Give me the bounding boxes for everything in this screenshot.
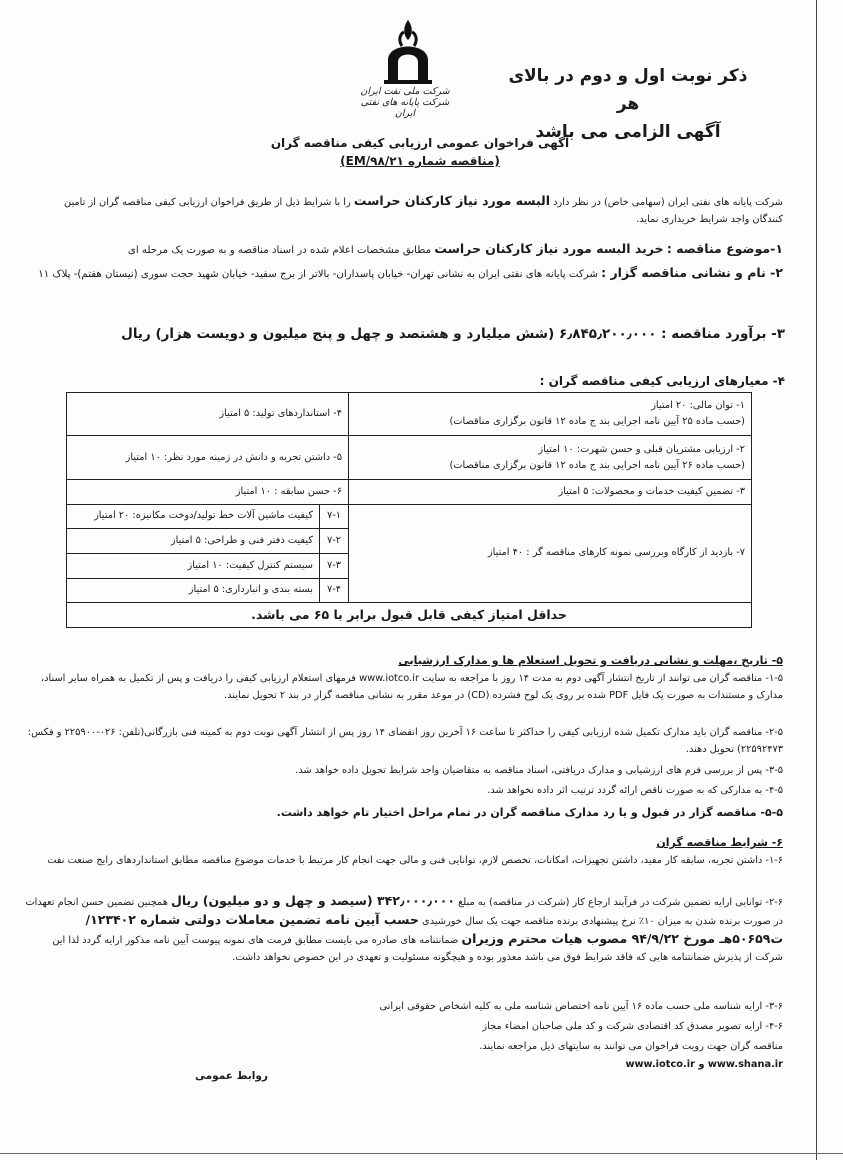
table-cell: ۷-۳ [320, 553, 349, 578]
section6-item: ۳-۶- ارایه شناسه ملی حسب ماده ۱۶ آیین نامه اختصاص شناسه ملی به کلیه اشخاص حقوقی ایرانی [379, 1001, 783, 1012]
section5-item: ۳-۵- پس از بررسی فرم های ارزشیابی و مدارک دریافتی، اسناد مناقصه به متقاضیان واجد شرایط تحویل داده خواهد شد. [295, 765, 783, 776]
table-cell: ۵- داشتن تجربه و دانش در زمینه مورد نظر: ۱۰ امتیاز [67, 436, 349, 479]
page-edge-bottom [0, 1153, 843, 1154]
table-cell: ۶- حسن سابقه : ۱۰ امتیاز [67, 479, 349, 504]
section5-heading: ۵- تاریخ ،مهلت و نشانی دریافت و تحویل استعلام ها و مدارک ارزشیابی [398, 654, 783, 667]
section5-item: ۵-۵- مناقصه گزار در قبول و یا رد مدارک مناقصه گران در تمام مراحل اختیار تام خواهد داشت. [276, 806, 783, 819]
section6-item: ۴-۶- ارایه تصویر مصدق کد اقتصادی شرکت و کد ملی صاحبان امضاء مجاز [482, 1021, 783, 1032]
table-cell: کیفیت دفتر فنی و طراحی: ۵ امتیاز [67, 529, 320, 554]
section6-guarantee: ۲-۶- توانایی ارایه تضمین شرکت در فرآیند ارجاع کار (شرکت در مناقصه) به مبلغ ۳۴۲٫۰۰۰٫۰۰۰ (سیصد و چهل و دو میلیون) ریال همچنین تضمین حسن انجام تعهدات در صورت برنده شدن به میزان ۱۰٪ نرخ پیشنهادی برنده مناقصه جهت یک سال خورشیدی حسب آیین نامه تضمین معاملات دولتی شماره ۱۲۳۴۰۲/ت۵۰۶۵۹هـ مورخ ۹۴/۹/۲۲ مصوب هیات محترم وزیران ضمانتنامه های صادره می بایست مطابق فرمت های نمونه پیوست آیین نامه مذکور ارایه گردد لذا این شرکت از پذیرش ضمانتنامه هایی که فاقد شرایط فوق می باشد معذور بوده و هیچگونه مسئولیت و تعهدی در این خصوص نخواهد داشت. [25, 893, 783, 963]
table-cell: ۳- تضمین کیفیت خدمات و محصولات: ۵ امتیاز [349, 479, 752, 504]
table-row [67, 504, 752, 529]
page-edge [816, 0, 817, 1160]
table-row [67, 393, 752, 436]
section6-item: ۱-۶- داشتن تجربه، سابقه کار مفید، داشتن تجهیزات، امکانات، تخصص لازم، توانایی فنی و مالی جهت انجام کار مرتبط با خدمات موضوع مناقصه مطابق استانداردهای رایج صنعت نفت [47, 855, 783, 866]
table-row [67, 479, 752, 504]
table-cell: سیستم کنترل کیفیت: ۱۰ امتیاز [67, 553, 320, 578]
tender-number: (مناقصه شماره ۹۸/۲۱/EM) [340, 154, 500, 168]
intro-paragraph: شرکت پایانه های نفتی ایران (سهامی خاص) در نظر دارد البسه مورد نیاز کارکنان حراست را با شرایط ذیل از طریق فراخوان ارزیابی کیفی مناقصه گران از تامین کنندگان واجد شرایط خریداری نماید. [64, 193, 783, 225]
section6-heading: ۶- شرایط مناقصه گران [656, 836, 783, 849]
signature: روابط عمومی [195, 1070, 268, 1082]
document-title [250, 134, 590, 170]
publication-notice: ذکر نوبت اول و دوم در بالای هر آگهی الزامی می باشد [508, 66, 748, 142]
section6-item: مناقصه گران جهت رویت فراخوان می توانند به سایتهای ذیل مراجعه نمایند. [479, 1041, 783, 1052]
table-row [67, 436, 752, 479]
table-cell: ۲- ارزیابی مشتریان قبلی و حسن شهرت: ۱۰ امتیاز (حسب ماده ۲۶ آیین نامه اجرایی بند ج ماده ۱۲ قانون برگزاری مناقصات) [349, 436, 752, 479]
section5-item: ۲-۵- مناقصه گران باید مدارک تکمیل شده ارزیابی کیفی را حداکثر تا ساعت ۱۶ آخرین روز انقضای ۱۴ روز پس از انتشار آگهی نوبت دوم به کمیته فنی بازرگانی(تلفن: ۰۲۶-۲۲۵۹۰۰ و فکس: ۲۲۵۹۲۴۷۳) تحویل دهند. [27, 727, 783, 755]
section5-item: ۴-۵- به مدارکی که به صورت ناقص ارائه گردد ترتیب اثر داده نخواهد شد. [487, 785, 783, 796]
table-cell: ۴- استانداردهای تولید: ۵ امتیاز [67, 393, 349, 436]
section-subject: ۱-موضوع مناقصه : خرید البسه مورد نیاز کارکنان حراست مطابق مشخصات اعلام شده در اسناد مناقصه و به صورت یک مرحله ای [127, 241, 783, 256]
table-cell: بسته بندی و انبارداری: ۵ امتیاز [67, 578, 320, 603]
section-tenderer: ۲- نام و نشانی مناقصه گزار : شرکت پایانه های نفتی ایران به نشانی تهران- خیابان پاسداران- بالاتر از برج سفید- خیابان شهید حجت سوری (نیستان هفتم)- پلاک ۱۱ [38, 265, 783, 280]
table-row [67, 603, 752, 628]
table-cell: ۷-۲ [320, 529, 349, 554]
section-estimate: ۳- برآورد مناقصه : ۶٫۸۴۵٫۲۰۰٫۰۰۰ (شش میلیارد و هشتصد و چهل و پنج میلیون و دویست هزار) ریال [121, 326, 785, 342]
criteria-table [66, 392, 752, 628]
criteria-title: ۴- معیارهای ارزیابی کیفی مناقصه گران : [539, 374, 785, 388]
title-line: آگهی فراخوان عمومی ارزیابی کیفی مناقصه گران [270, 136, 570, 150]
table-cell: ۷-۴ [320, 578, 349, 603]
table-cell: ۷- بازدید از کارگاه وبررسی نمونه کارهای مناقصه گر : ۴۰ امتیاز [349, 504, 752, 603]
table-cell: کیفیت ماشین آلات خط تولید/دوخت مکانیزه: ۲۰ امتیاز [67, 504, 320, 529]
minimum-score: حداقل امتیاز کیفی قابل قبول برابر با ۶۵ می باشد. [67, 603, 752, 628]
table-cell: ۱- توان مالی: ۲۰ امتیاز (حسب ماده ۲۵ آیین نامه اجرایی بند ج ماده ۱۲ قانون برگزاری مناقصات) [349, 393, 752, 436]
section5-item: ۱-۵- مناقصه گران می توانند از تاریخ انتشار آگهی دوم به مدت ۱۴ روز با مراجعه به سایت www.iotco.ir فرمهای استعلام ارزیابی کیفی را دریافت و پس از تکمیل به همراه سایر اسناد، مدارک و مستندات به صورت یک فایل PDF شده بر روی یک لوح فشرده (CD) در موعد مقرر به نشانی مناقصه گزار در بند ۲ تحویل نمایند. [41, 673, 783, 701]
websites: www.shana.ir و www.iotco.ir [625, 1059, 783, 1070]
table-cell: ۷-۱ [320, 504, 349, 529]
logo-caption: شرکت ملی نفت ایران شرکت پایانه های نفتی ایران [360, 86, 450, 119]
